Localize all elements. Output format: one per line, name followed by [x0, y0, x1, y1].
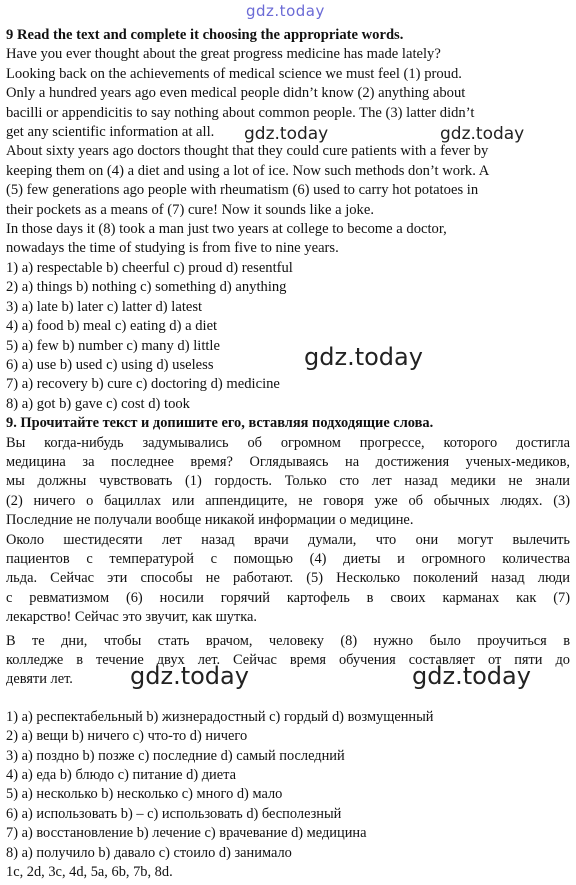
russian-heading: 9. Прочитайте текст и допишите его, вставляя подходящие слова. [6, 415, 434, 432]
russian-line: колледже в течение двух лет. Сейчас время обучения составляет от пяти до [6, 652, 570, 668]
english-line: Only a hundred years ago even medical people didn’t know (2) anything about [6, 85, 466, 102]
english-line: In those days it (8) took a man just two years at college to become a doctor, [6, 221, 447, 238]
english-section [6, 26, 570, 414]
english-line: their pockets as a means of (7) cure! Now it sounds like a joke. [6, 201, 374, 218]
english-line: bacilli or appendicitis to say nothing about common people. The (3) latter didn’t [6, 104, 475, 121]
english-heading: 9 Read the text and complete it choosing the appropriate words. [6, 27, 404, 43]
option-line: 6) a) использовать b) – c) использовать d) бесполезный [6, 805, 342, 822]
option-line: 3) a) поздно b) позже c) последние d) самый последний [6, 747, 345, 764]
russian-line: льда. Сейчас эти способы не работают. (5) Несколько поколений назад люди [6, 570, 570, 587]
russian-line: В те дни, чтобы стать врачом, человеку (8) нужно было проучиться в [6, 632, 570, 649]
watermark: gdz.today [244, 124, 329, 144]
english-line: (5) few generations ago people with rheumatism (6) used to carry hot potatoes in [6, 182, 479, 199]
option-line: 6) a) use b) used c) using d) useless [6, 356, 214, 373]
option-line: 3) a) late b) later c) latter d) latest [6, 298, 203, 315]
option-line: 4) a) еда b) блюдо c) питание d) диета [6, 767, 236, 784]
english-line: Looking back on the achievements of medical science we must feel (1) proud. [6, 65, 462, 82]
english-line: About sixty years ago doctors thought that they could cure patients with a fever by [6, 143, 489, 160]
option-line: 5) a) несколько b) несколько c) много d) мало [6, 786, 283, 803]
watermark: gdz.today [304, 343, 423, 371]
option-line: 1) a) respectable b) cheerful c) proud d) resentful [6, 259, 293, 276]
russian-line: девяти лет. [6, 671, 73, 688]
watermark: gdz.today [440, 124, 525, 144]
russian-line: (2) ничего о бациллах или аппендиците, не говоря уже об обычных людях. (3) [6, 492, 570, 509]
russian-line: с ревматизмом (6) носили горячий картофель в своих карманах как (7) [6, 589, 570, 606]
russian-line: медицина за последнее время? Оглядываясь на достижения ученых-медиков, [6, 453, 570, 470]
english-line: Have you ever thought about the great progress medicine has made lately? [6, 46, 441, 63]
option-line: 4) a) food b) meal c) eating d) a diet [6, 318, 218, 335]
option-line: 1) a) респектабельный b) жизнерадостный c) гордый d) возмущенный [6, 708, 434, 725]
russian-line: Около шестидесяти лет назад врачи думали, что они могут вылечить [6, 531, 570, 548]
english-line: keeping them on (4) a diet and using a lot of ice. Now such methods don’t work. A [6, 162, 490, 179]
russian-section [6, 414, 570, 882]
option-line: 2) a) вещи b) ничего c) что-то d) ничего [6, 728, 248, 745]
russian-line: Вы когда-нибудь задумывались об огромном прогрессе, которого достигла [6, 434, 570, 451]
russian-line: Последние не получали вообще никакой информации о медицине. [6, 512, 414, 529]
watermark: gdz.today [412, 662, 531, 690]
english-line: nowadays the time of studying is from five to nine years. [6, 240, 339, 257]
answer-key: 1c, 2d, 3c, 4d, 5a, 6b, 7b, 8d. [6, 864, 173, 881]
watermark-top: gdz.today [246, 2, 325, 20]
option-line: 7) a) восстановление b) лечение c) врачевание d) медицина [6, 825, 367, 842]
option-line: 8) a) получило b) давало c) стоило d) занимало [6, 844, 292, 861]
russian-line: пациентов с температурой с помощью (4) диеты и огромного количества [6, 550, 570, 567]
option-line: 5) a) few b) number c) many d) little [6, 337, 220, 354]
watermark: gdz.today [130, 662, 249, 690]
option-line: 2) a) things b) nothing c) something d) anything [6, 279, 287, 296]
russian-line: лекарство! Сейчас это звучит, как шутка. [6, 609, 258, 626]
option-line: 8) a) got b) gave c) cost d) took [6, 395, 190, 412]
english-line: get any scientific information at all. [6, 124, 215, 141]
russian-line: мы должны чувствовать (1) гордость. Только сто лет назад медики не знали [6, 473, 570, 490]
option-line: 7) a) recovery b) cure c) doctoring d) medicine [6, 376, 280, 393]
